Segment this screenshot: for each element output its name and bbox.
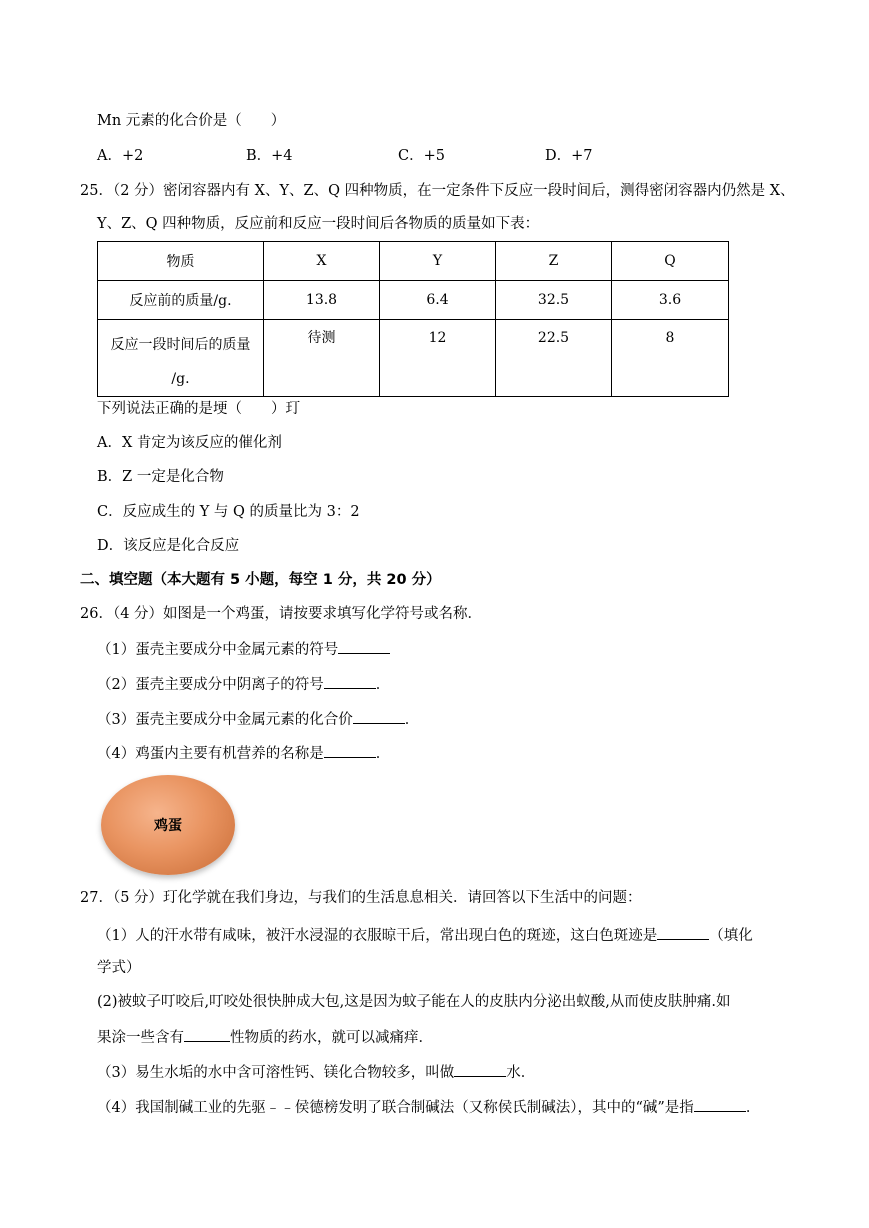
table-cell: 13.8 bbox=[264, 281, 380, 320]
q27-item-1-cont: 学式） bbox=[97, 960, 141, 976]
period: ． bbox=[404, 712, 420, 728]
q26-item-text: （2）蛋壳主要成分中阴离子的符号 bbox=[97, 677, 324, 693]
table-header-cell: 物质 bbox=[98, 242, 264, 281]
section-title: 二、填空题（本大题有 5 小题，每空 1 分，共 20 分） bbox=[80, 572, 441, 588]
q27-item-text: （4）我国制碱工业的先驱﹣﹣侯德榜发明了联合制碱法（又称侯氏制碱法），其中的“碱”是指 bbox=[97, 1100, 694, 1116]
table-header-cell: Q bbox=[612, 242, 729, 281]
q27-item-3 bbox=[97, 1061, 535, 1083]
egg-label: 鸡蛋 bbox=[154, 818, 182, 834]
period: ． bbox=[375, 746, 391, 762]
q24-option-a: A．+2 bbox=[97, 148, 144, 164]
table-cell: 32.5 bbox=[496, 281, 612, 320]
q27-item-text: 性物质的药水，就可以减痛痒． bbox=[230, 1030, 433, 1046]
q27-item-text: 果涂一些含有 bbox=[97, 1030, 184, 1046]
table-cell: 6.4 bbox=[380, 281, 496, 320]
q26-item-1 bbox=[97, 638, 390, 660]
egg-image bbox=[101, 775, 235, 875]
answer-blank[interactable] bbox=[338, 638, 390, 654]
q27-item-2: (2)被蚊子叮咬后,叮咬处很快肿成大包,这是因为蚊子能在人的皮肤内分泌出蚁酸,从而使皮肤肿痛.如 bbox=[97, 994, 731, 1010]
q27-item-text: 水． bbox=[506, 1065, 536, 1081]
q24-option-c: C．+5 bbox=[398, 148, 445, 164]
q27-item-2-cont bbox=[97, 1026, 433, 1048]
answer-blank[interactable] bbox=[657, 924, 709, 940]
mass-table bbox=[97, 241, 729, 397]
q27-item-text: （3）易生水垢的水中含可溶性钙、镁化合物较多，叫做 bbox=[97, 1065, 455, 1081]
q26-stem: 26．（4 分）如图是一个鸡蛋，请按要求填写化学符号或名称． bbox=[80, 606, 483, 622]
q25-option-c: C．反应成生的 Y 与 Q 的质量比为 3：2 bbox=[97, 504, 360, 520]
answer-blank[interactable] bbox=[324, 673, 376, 689]
row-label-line1: 反应一段时间后的质量 bbox=[110, 337, 251, 353]
q27-item-text: （填化 bbox=[709, 928, 753, 944]
q25-prompt: 下列说法正确的是埂（ ）玎 bbox=[97, 401, 300, 417]
q25-option-b: B．Z 一定是化合物 bbox=[97, 469, 224, 485]
q27-item-4 bbox=[97, 1096, 760, 1118]
q27-item-text: （1）人的汗水带有咸味，被汗水浸湿的衣服晾干后，常出现白色的斑迹，这白色斑迹是 bbox=[97, 928, 658, 944]
answer-blank[interactable] bbox=[454, 1061, 506, 1077]
q25-stem-line2: Y、Z、Q 四种物质，反应前和反应一段时间后各物质的质量如下表： bbox=[97, 216, 540, 232]
table-header-cell: X bbox=[264, 242, 380, 281]
q26-item-2 bbox=[97, 673, 390, 695]
table-row-label bbox=[98, 320, 264, 397]
answer-blank[interactable] bbox=[184, 1026, 230, 1042]
table-header-cell: Y bbox=[380, 242, 496, 281]
answer-blank[interactable] bbox=[353, 708, 405, 724]
q26-item-4 bbox=[97, 742, 390, 764]
q26-item-text: （3）蛋壳主要成分中金属元素的化合价 bbox=[97, 712, 353, 728]
q25-option-d: D．该反应是化合反应 bbox=[97, 538, 240, 554]
row-label-line2: /g. bbox=[171, 371, 190, 387]
table-cell: 12 bbox=[380, 320, 496, 397]
table-cell: 8 bbox=[612, 320, 729, 397]
q24-option-d: D．+7 bbox=[545, 148, 593, 164]
q24-tail: Mn 元素的化合价是（ ） bbox=[97, 113, 286, 129]
q26-item-text: （4）鸡蛋内主要有机营养的名称是 bbox=[97, 746, 324, 762]
table-cell: 待测 bbox=[264, 320, 380, 397]
q25-option-a: A．X 肯定为该反应的催化剂 bbox=[97, 435, 282, 451]
table-cell: 3.6 bbox=[612, 281, 729, 320]
answer-blank[interactable] bbox=[694, 1096, 746, 1112]
period: ． bbox=[745, 1100, 761, 1116]
table-row-label: 反应前的质量/g. bbox=[98, 281, 264, 320]
q27-item-1 bbox=[97, 924, 753, 946]
table-cell: 22.5 bbox=[496, 320, 612, 397]
q25-stem-line1: 25．（2 分）密闭容器内有 X、Y、Z、Q 四种物质，在一定条件下反应一段时间后，测得密闭容器内仍然是 X、 bbox=[80, 183, 795, 199]
period: ． bbox=[375, 677, 391, 693]
q26-item-text: （1）蛋壳主要成分中金属元素的符号 bbox=[97, 642, 339, 658]
q24-option-b: B．+4 bbox=[246, 148, 293, 164]
q27-stem: 27．（5 分）玎化学就在我们身边，与我们的生活息息相关．请回答以下生活中的问题： bbox=[80, 890, 642, 906]
q26-item-3 bbox=[97, 708, 419, 730]
table-header-cell: Z bbox=[496, 242, 612, 281]
answer-blank[interactable] bbox=[324, 742, 376, 758]
